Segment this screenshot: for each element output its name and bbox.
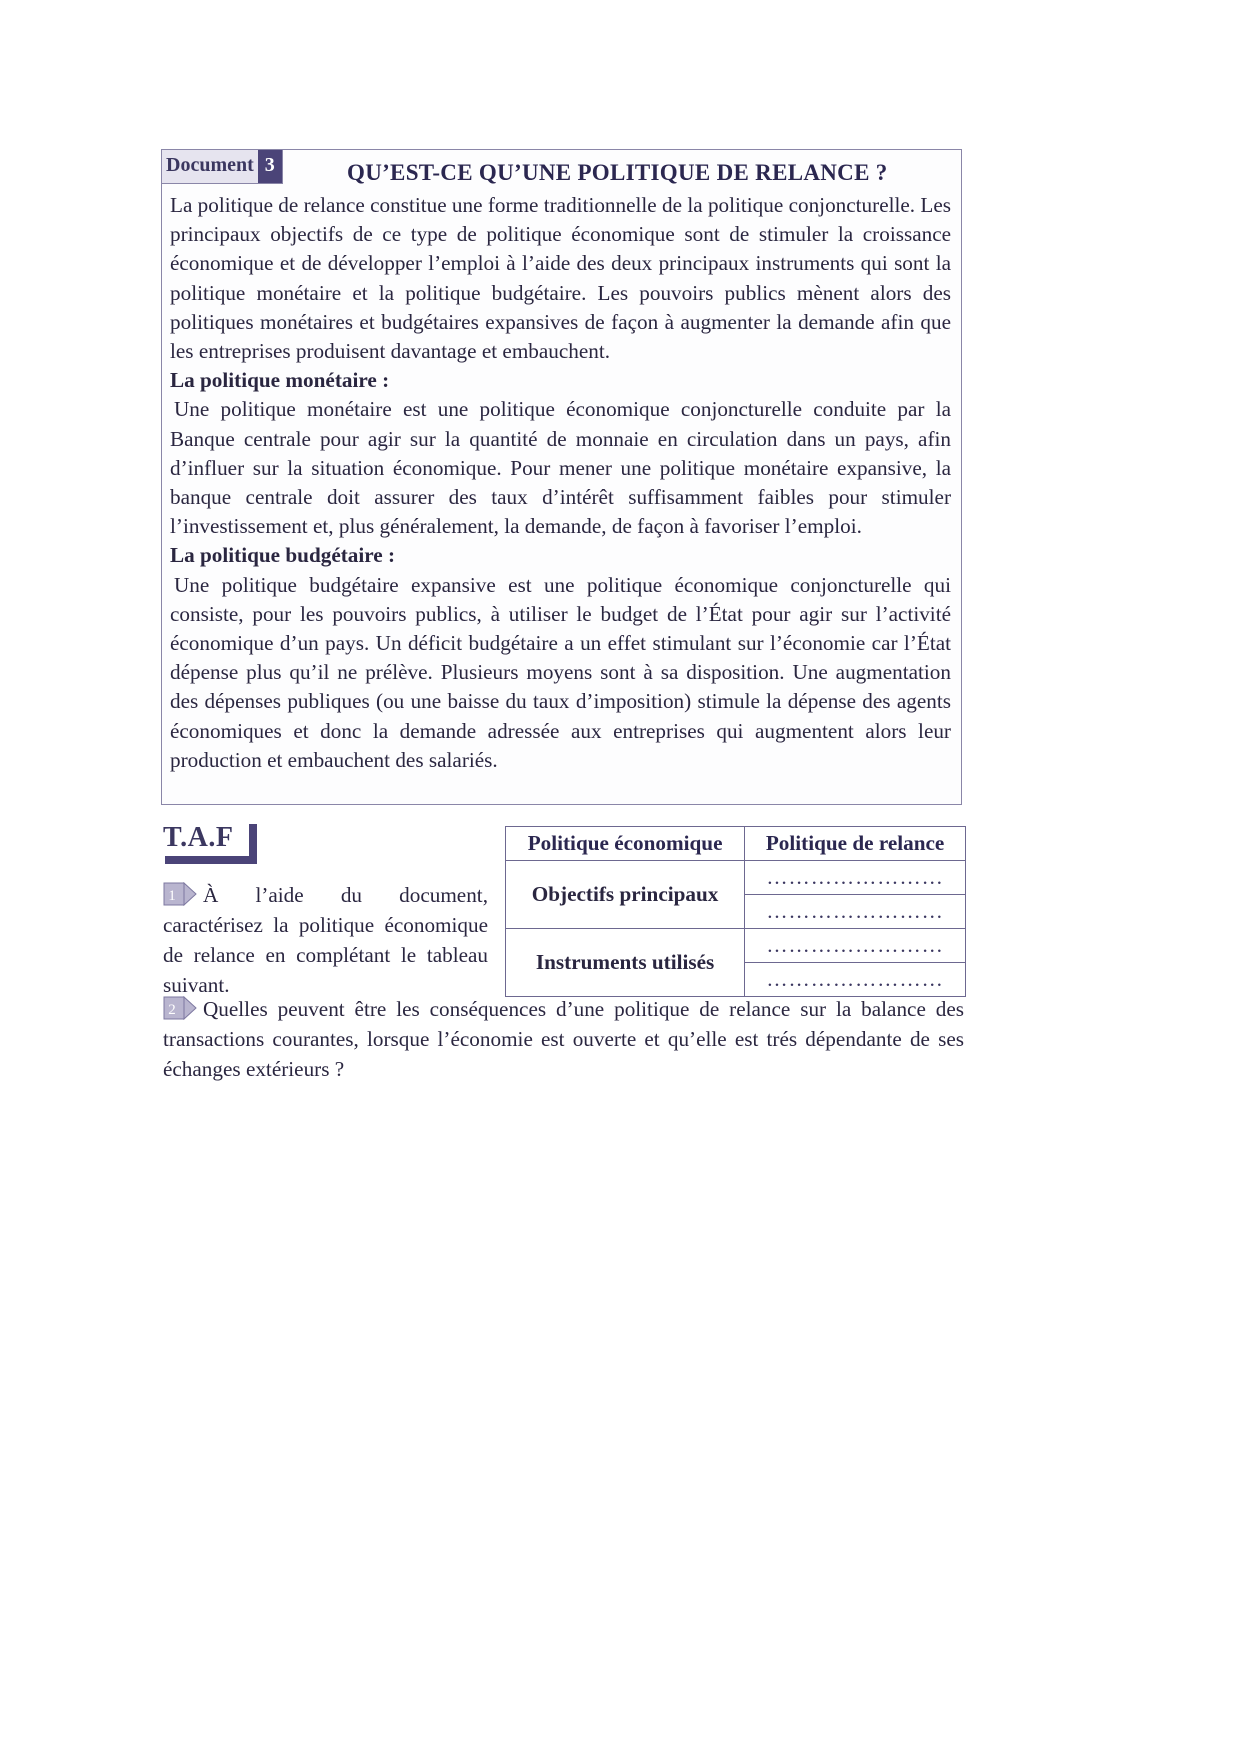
document-label bbox=[162, 150, 283, 184]
question-1-arrow-icon bbox=[163, 882, 197, 906]
document-number: 3 bbox=[258, 150, 282, 183]
document-title: QU’EST-CE QU’UNE POLITIQUE DE RELANCE ? bbox=[347, 160, 888, 185]
table-row-label-objectives: Objectifs principaux bbox=[506, 861, 745, 929]
table-header-right: Politique de relance bbox=[745, 827, 966, 861]
monetary-paragraph: Une politique monétaire est une politique économique conjoncturelle conduite par la Banque centrale pour agir sur la quantité de monnaie en circulation dans un pays, afin d’influer sur la situation économique. Pour mener une politique monétaire expansive, la banque centrale doit assurer des taux d’intérêt suffisamment faibles pour stimuler l’investissement et, plus généralement, la demande, de façon à favoriser l’emploi. bbox=[170, 397, 951, 539]
table-header-row bbox=[506, 827, 966, 861]
document-word: Document bbox=[166, 154, 254, 176]
taf-accent-horizontal bbox=[165, 856, 257, 864]
question-1-text: À l’aide du document, caractérisez la politique économique de relance en complétant le tableau suivant. bbox=[163, 883, 488, 997]
table-row bbox=[506, 861, 966, 895]
intro-paragraph: La politique de relance constitue une forme traditionnelle de la politique conjoncturelle. Les principaux objectifs de ce type de politique économique sont de stimuler la croissance économique et de développer l’emploi à l’aide des deux principaux instruments qui sont la politique monétaire et la politique budgétaire. Les pouvoirs publics mènent alors des politiques monétaires et budgétaires expansives de façon à augmenter la demande afin que les entreprises produisent davantage et embauchent. bbox=[170, 193, 951, 364]
taf-label: T.A.F bbox=[163, 822, 234, 853]
question-2 bbox=[163, 994, 964, 1084]
answer-blank[interactable]: …………………… bbox=[745, 963, 966, 997]
table-row bbox=[506, 929, 966, 963]
document-body bbox=[170, 191, 951, 775]
section-heading-budgetary: La politique budgétaire : bbox=[170, 543, 396, 568]
answer-blank[interactable]: …………………… bbox=[745, 929, 966, 963]
section-heading-monetary: La politique monétaire : bbox=[170, 368, 390, 393]
question-2-number: 2 bbox=[168, 1002, 176, 1018]
budgetary-paragraph: Une politique budgétaire expansive est une politique économique conjoncturelle qui consiste, pour les pouvoirs publics, à utiliser le budget de l’État pour agir sur l’activité économique d’un pays. Un déficit budgétaire a un effet stimulant sur l’économie car l’État dépense plus qu’il ne prélève. Plusieurs moyens sont à sa disposition. Une augmentation des dépenses publiques (ou une baisse du taux d’imposition) stimule la dépense des agents économiques et donc la demande adressée aux entreprises qui augmentent alors leur production et embauchent des salariés. bbox=[170, 572, 951, 772]
question-2-text: Quelles peuvent être les conséquences d’une politique de relance sur la balance des transactions courantes, lorsque l’économie est ouverte et qu’elle est trés dépendante de ses échanges extérieurs ? bbox=[163, 997, 964, 1081]
answer-blank[interactable]: …………………… bbox=[745, 861, 966, 895]
characterization-table bbox=[505, 826, 966, 997]
document-box bbox=[161, 149, 962, 805]
answer-blank[interactable]: …………………… bbox=[745, 895, 966, 929]
question-2-arrow-icon bbox=[163, 996, 197, 1020]
table-header-left: Politique économique bbox=[506, 827, 745, 861]
question-1 bbox=[163, 880, 488, 1000]
question-1-number: 1 bbox=[168, 888, 176, 904]
table-row-label-instruments: Instruments utilisés bbox=[506, 929, 745, 997]
